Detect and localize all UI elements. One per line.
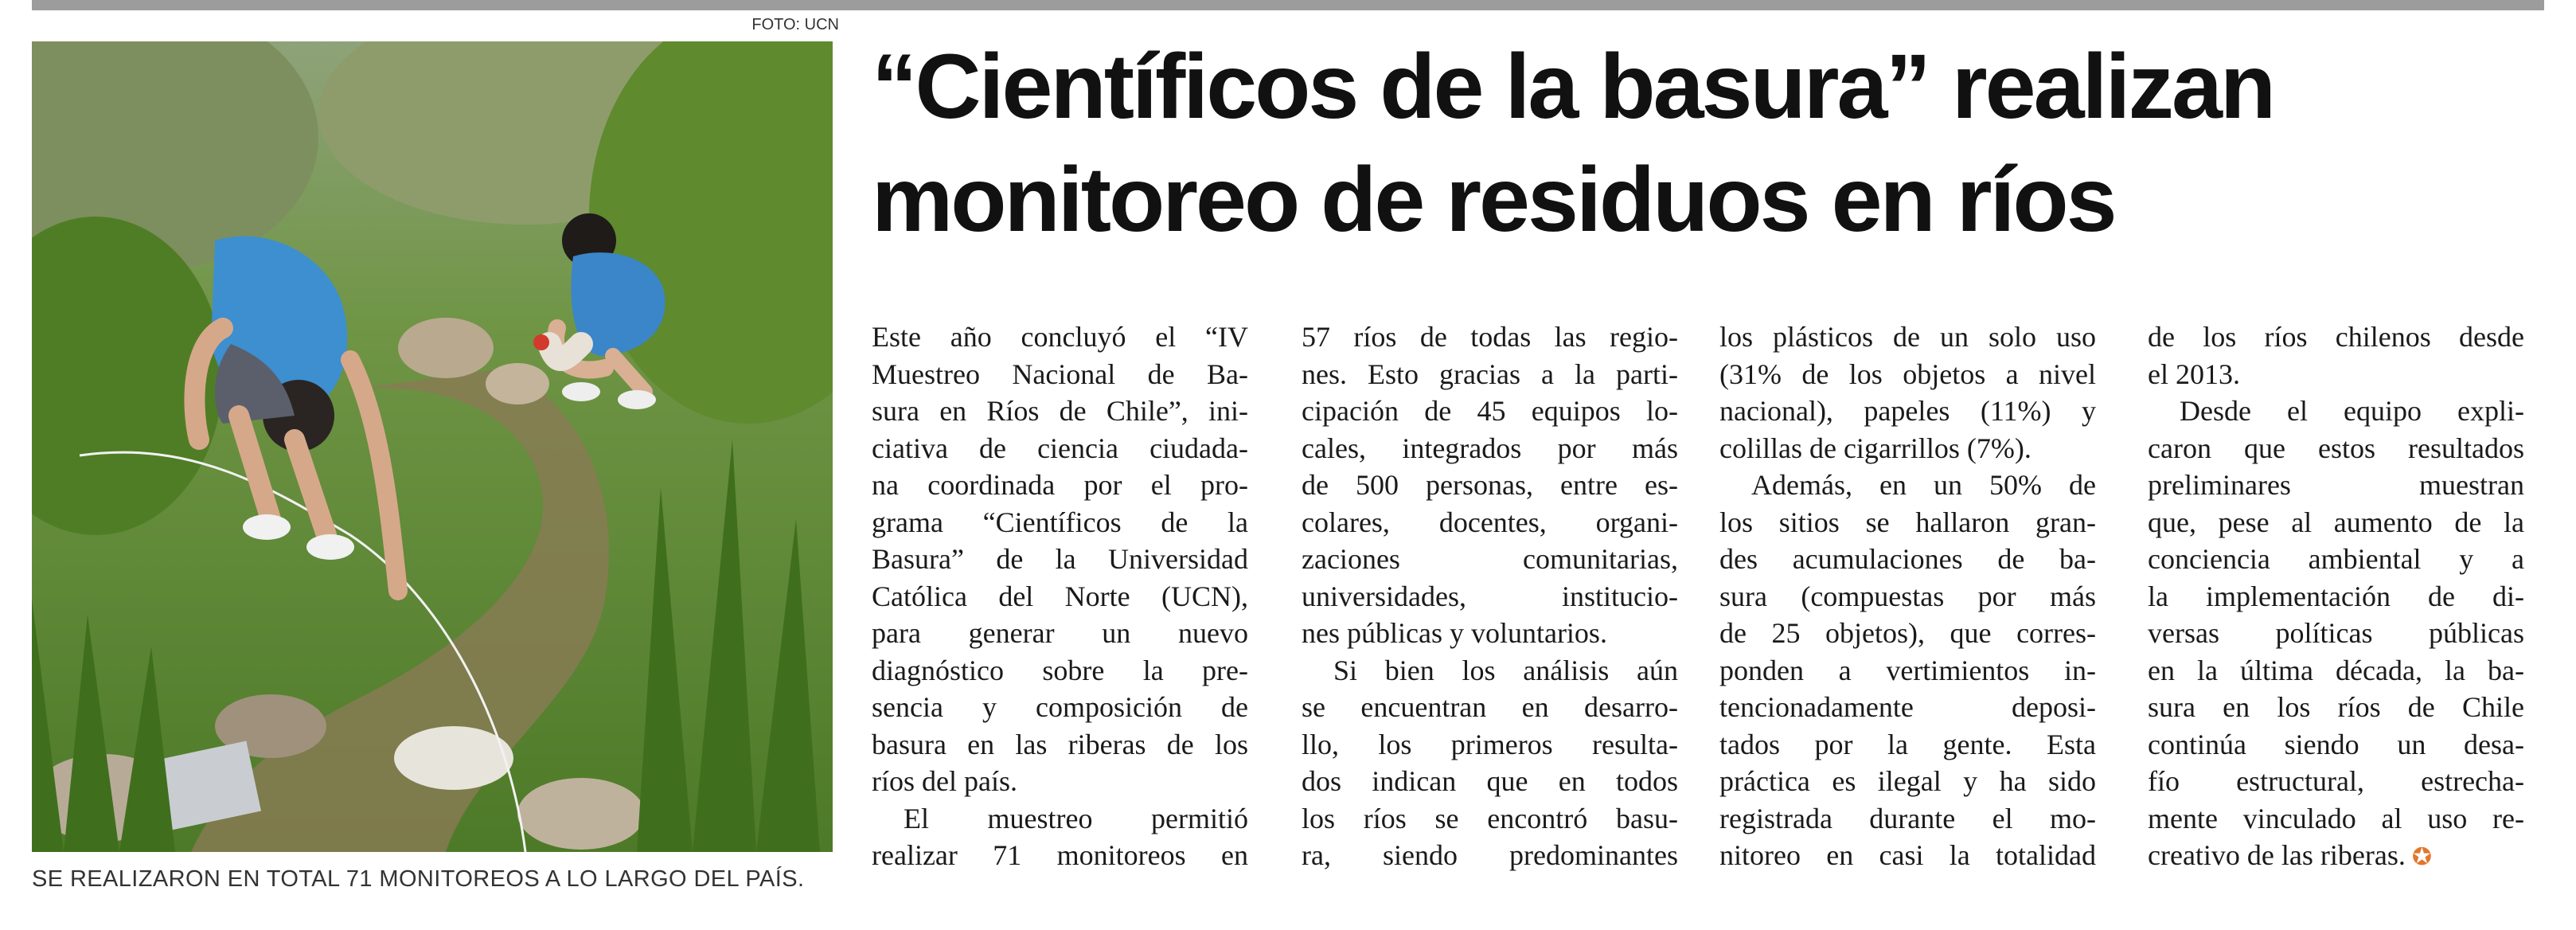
text-line: Si bien los análisis aún	[1333, 654, 1678, 686]
text-line: ríos del país.	[872, 765, 1017, 797]
text-line: Católica del Norte (UCN),	[872, 580, 1248, 612]
text-line: sura en Ríos de Chile”, ini-	[872, 395, 1248, 427]
text-line: se encuentran en desarro-	[1302, 691, 1678, 723]
article-column-2	[1302, 318, 1678, 874]
text-line: nacional), papeles (11%) y	[1719, 395, 2096, 427]
text-line: cales, integrados por más	[1302, 432, 1678, 464]
text-line: la implementación de di-	[2148, 580, 2524, 612]
text-line: de 25 objetos), que corres-	[1719, 617, 2096, 649]
photo-credit: FOTO: UCN	[751, 16, 839, 33]
text-line: nitoreo en casi la totalidad	[1719, 839, 2096, 871]
text-line: de 500 personas, entre es-	[1302, 469, 1678, 501]
text-line: sura (compuestas por más	[1719, 580, 2096, 612]
text-line: basura en las riberas de los	[872, 728, 1248, 760]
text-line: grama “Científicos de la	[872, 506, 1248, 538]
text-line: ra, siendo predominantes	[1302, 839, 1678, 871]
text-line: continúa siendo un desa-	[2148, 728, 2524, 760]
text-line: sencia y composición de	[872, 691, 1248, 723]
text-line: conciencia ambiental y a	[2148, 543, 2524, 575]
text-line: colillas de cigarrillos (7%).	[1719, 432, 2032, 464]
text-line: los ríos se encontró basu-	[1302, 802, 1678, 834]
text-line: el 2013.	[2148, 358, 2240, 390]
text-line: ponden a vertimientos in-	[1719, 654, 2096, 686]
text-line: cipación de 45 equipos lo-	[1302, 395, 1678, 427]
article-column-4	[2148, 318, 2524, 877]
text-line: tados por la gente. Esta	[1719, 728, 2096, 760]
text-line: tencionadamente deposi-	[1719, 691, 2096, 723]
top-rule	[32, 0, 2544, 10]
article-photo	[32, 41, 833, 852]
text-line: mente vinculado al uso re-	[2148, 802, 2524, 834]
article-column-3	[1719, 318, 2096, 874]
text-line: práctica es ilegal y ha sido	[1719, 765, 2096, 797]
text-line: fío estructural, estrecha-	[2148, 765, 2524, 797]
text-line: diagnóstico sobre la pre-	[872, 654, 1248, 686]
text-line: creativo de las riberas.	[2148, 839, 2406, 871]
text-line: preliminares muestran	[2148, 469, 2524, 501]
text-line: (31% de los objetos a nivel	[1719, 358, 2096, 390]
text-line: versas políticas públicas	[2148, 617, 2524, 649]
headline	[872, 30, 2551, 256]
text-line: ciativa de ciencia ciudada-	[872, 432, 1248, 464]
text-line: des acumulaciones de ba-	[1719, 543, 2096, 575]
text-line: El muestreo permitió	[904, 802, 1248, 834]
headline-line-2: monitoreo de residuos en ríos	[872, 149, 2115, 251]
photo-caption: SE REALIZARON EN TOTAL 71 MONITOREOS A LO LARGO DEL PAÍS.	[32, 866, 805, 892]
text-line: Basura” de la Universidad	[872, 543, 1248, 575]
photo-illustration	[32, 41, 833, 852]
text-line: universidades, institucio-	[1302, 580, 1678, 612]
text-line: sura en los ríos de Chile	[2148, 691, 2524, 723]
text-line: caron que estos resultados	[2148, 432, 2524, 464]
article-column-1	[872, 318, 1248, 874]
text-line: registrada durante el mo-	[1719, 802, 2096, 834]
headline-line-1: “Científicos de la basura” realizan	[872, 36, 2274, 138]
text-line: de los ríos chilenos desde	[2148, 321, 2524, 353]
text-line: Desde el equipo expli-	[2180, 395, 2524, 427]
text-line: colares, docentes, organi-	[1302, 506, 1678, 538]
text-line: llo, los primeros resulta-	[1302, 728, 1678, 760]
text-line: los sitios se hallaron gran-	[1719, 506, 2096, 538]
last-text-line	[2148, 837, 2524, 877]
text-line: na coordinada por el pro-	[872, 469, 1248, 501]
text-line: los plásticos de un solo uso	[1719, 321, 2096, 353]
text-line: en la última década, la ba-	[2148, 654, 2524, 686]
text-line: nes públicas y voluntarios.	[1302, 617, 1607, 649]
text-line: zaciones comunitarias,	[1302, 543, 1678, 575]
text-line: nes. Esto gracias a la parti-	[1302, 358, 1678, 390]
text-line: para generar un nuevo	[872, 617, 1248, 649]
text-line: que, pese al aumento de la	[2148, 506, 2524, 538]
text-line: Además, en un 50% de	[1751, 469, 2096, 501]
text-line: realizar 71 monitoreos en	[872, 839, 1248, 871]
text-line: dos indican que en todos	[1302, 765, 1678, 797]
end-of-article-icon: ✪	[2411, 844, 2432, 870]
text-line: 57 ríos de todas las regio-	[1302, 321, 1678, 353]
text-line: Muestreo Nacional de Ba-	[872, 358, 1248, 390]
text-line: Este año concluyó el “IV	[872, 321, 1248, 353]
